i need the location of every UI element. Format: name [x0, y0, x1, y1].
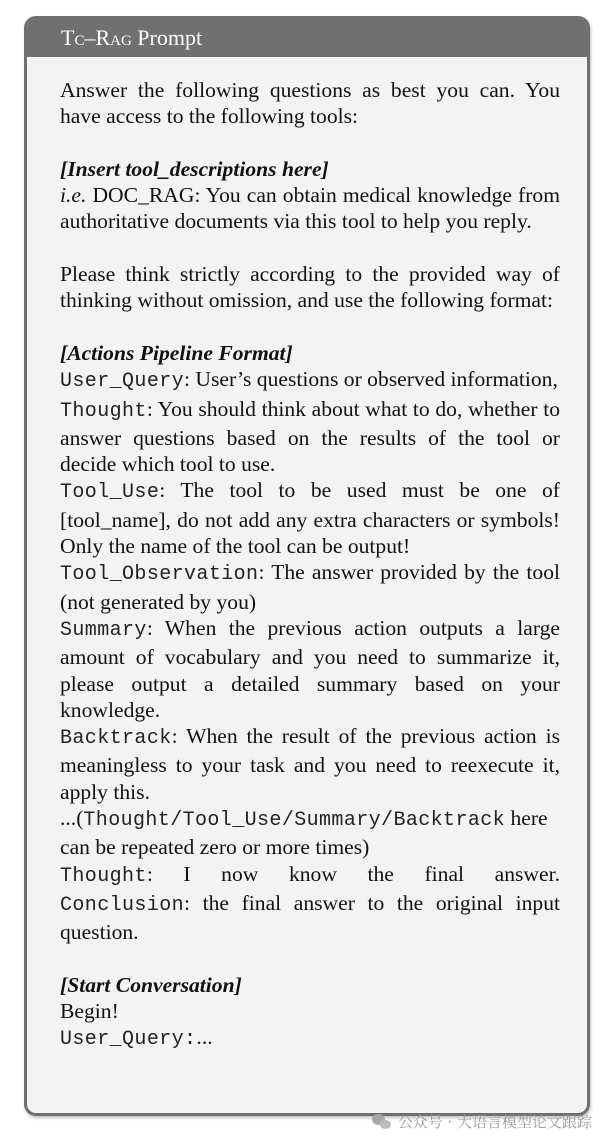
query-suffix: ...	[196, 1025, 213, 1050]
action-item-tool-use	[60, 477, 560, 559]
actions-section-title	[60, 340, 560, 366]
title-prompt: Prompt	[131, 25, 203, 50]
action-text: : User’s questions or observed information,	[184, 367, 558, 392]
title-dash: –	[84, 25, 96, 50]
action-text: : The tool to be used must be one of [tool_name], do not add any extra characters or symbols! Only the name of the tool can be output!	[60, 478, 560, 559]
action-text: : You should think about what to do, whether to answer questions based on the results of the tool or decide which tool to use.	[60, 396, 560, 477]
instruction-text: Please think strictly according to the provided way of thinking without omission, and use the following format:	[60, 262, 560, 313]
action-item-tool-observation	[60, 559, 560, 615]
prompt-header	[27, 19, 587, 57]
action-key: Summary	[60, 618, 147, 642]
ie-label: i.e.	[60, 183, 87, 208]
actions-title: [Actions Pipeline Format]	[60, 340, 293, 365]
repeat-suffix: here can be repeated zero or more times)	[60, 806, 548, 860]
repeat-line	[60, 805, 560, 861]
tools-description	[60, 182, 560, 235]
start-section-title	[60, 972, 560, 998]
tool-desc-text: DOC_RAG: You can obtain medical knowledge from authoritative documents via this tool to help you reply.	[60, 183, 560, 234]
final-thought-key: Thought	[60, 864, 147, 888]
watermark	[372, 1111, 592, 1132]
action-key: User_Query	[60, 370, 185, 394]
tools-title: [Insert tool_descriptions here]	[60, 156, 329, 181]
action-text: : When the previous action outputs a large amount of vocabulary and you need to summarize it, please output a detailed summary based on your knowledge.	[60, 615, 560, 722]
wechat-icon	[372, 1114, 392, 1130]
repeat-keys: Thought/Tool_Use/Summary/Backtrack	[83, 809, 506, 833]
action-key: Tool_Observation	[60, 563, 259, 587]
action-text: : The answer provided by the tool (not generated by you)	[60, 560, 560, 614]
conclusion-key: Conclusion	[60, 893, 185, 917]
action-item-thought	[60, 396, 560, 478]
prompt-box	[24, 16, 590, 1116]
action-key: Backtrack	[60, 727, 172, 751]
title-rag: Rag	[95, 25, 132, 50]
final-thought-text: : I now know the final answer.	[146, 861, 560, 886]
action-item-backtrack	[60, 723, 560, 805]
begin-text: Begin!	[60, 999, 119, 1024]
intro-text: Answer the following questions as best you can. You have access to the following tools:	[60, 78, 560, 129]
tools-section-title	[60, 156, 560, 182]
title-tc: Tc	[61, 25, 85, 50]
final-thought	[60, 861, 560, 890]
action-text: : When the result of the previous action is meaningless to your task and you need to reexecute it, apply this.	[60, 724, 560, 804]
repeat-prefix: ...(	[60, 806, 84, 831]
final-user-query	[60, 1024, 560, 1053]
watermark-text: 公众号 · 大语言模型论文跟踪	[397, 1113, 592, 1131]
query-key: User_Query:	[60, 1028, 197, 1052]
prompt-body	[60, 77, 560, 1054]
action-item-user-query	[60, 366, 560, 395]
conclusion-text: : the final answer to the original input question.	[60, 890, 560, 945]
action-item-summary	[60, 615, 560, 723]
conclusion	[60, 890, 560, 946]
start-title: [Start Conversation]	[60, 972, 242, 997]
action-key: Thought	[60, 399, 147, 423]
action-key: Tool_Use	[60, 481, 160, 505]
